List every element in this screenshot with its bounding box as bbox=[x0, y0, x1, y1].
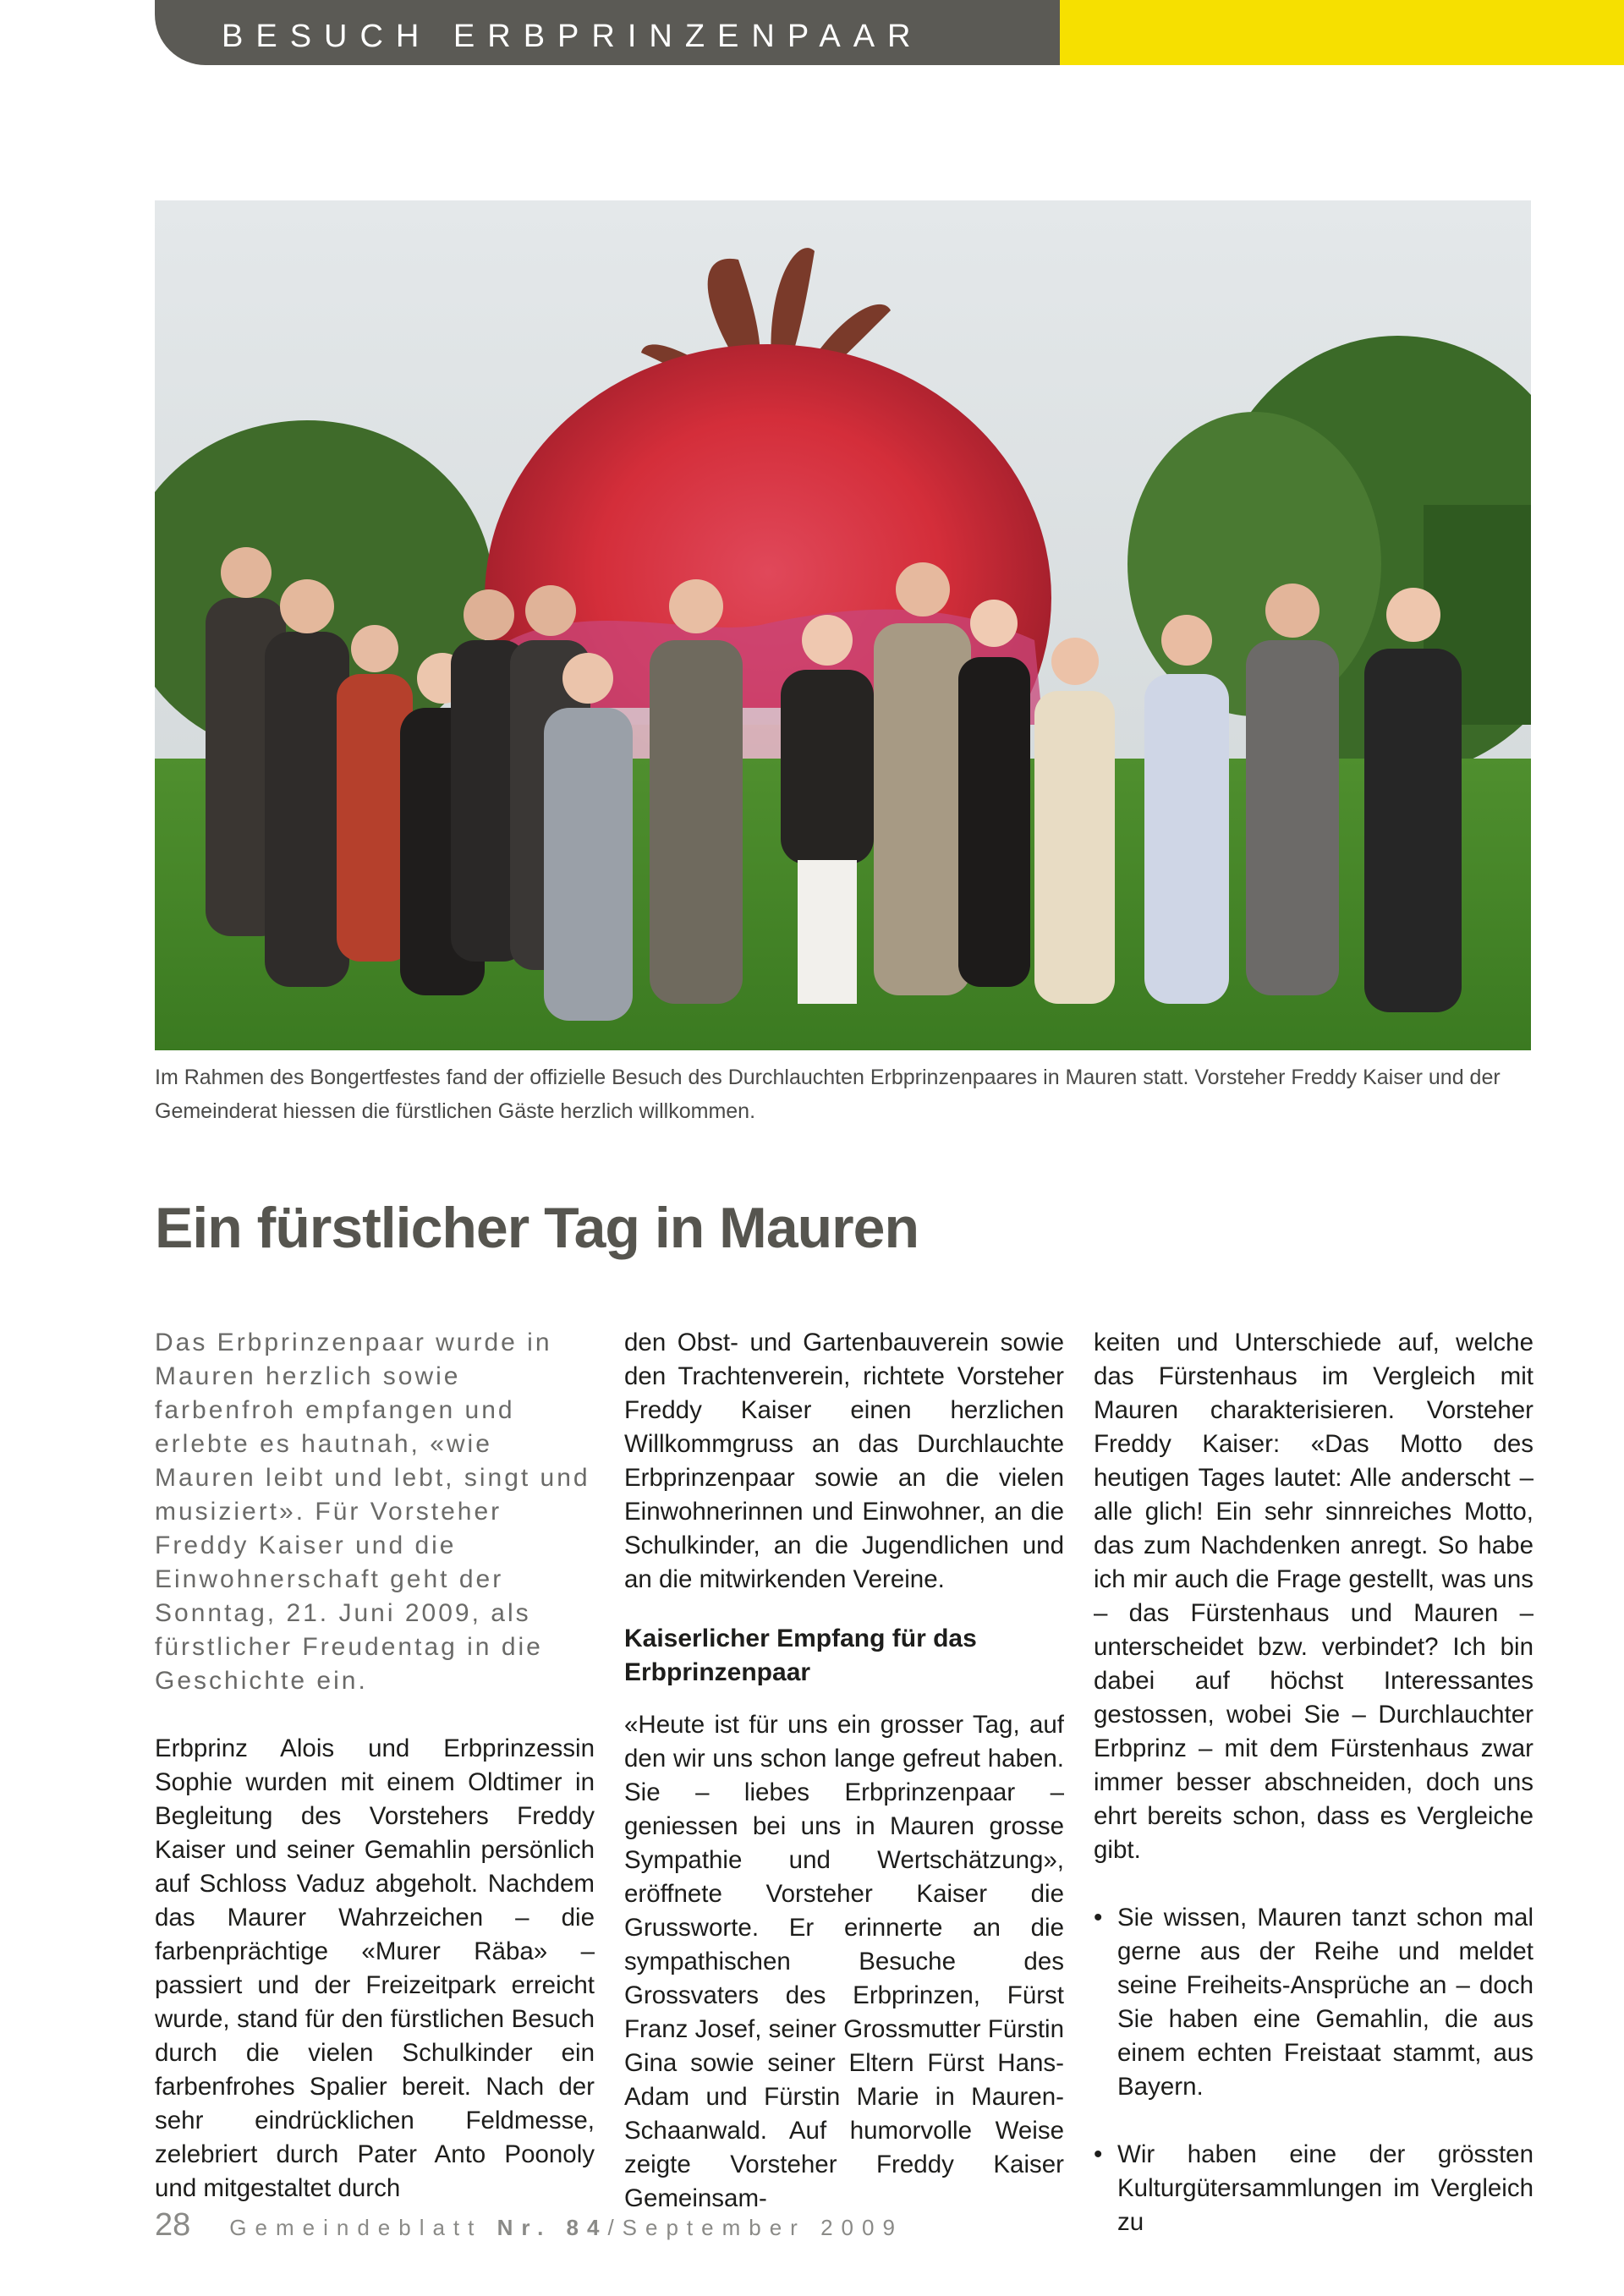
article-column-3 bbox=[1094, 1326, 1533, 2273]
bullet-icon: • bbox=[1094, 2140, 1103, 2168]
article-paragraph: den Obst- und Gartenbauverein sowie den Trachtenverein, richtete Vorsteher Freddy Kaiser einen herzlichen Willkommgruss an das Durchlauchte Erbprinzenpaar sowie an die vielen Einwohnerinnen und Einwohner, an die Schulkinder, an die Jugendlichen und an die mitwirkenden Vereine. bbox=[624, 1329, 1064, 1593]
headline-bold: Ein fürstlicher Tag bbox=[155, 1196, 639, 1260]
page-footer bbox=[155, 2207, 903, 2244]
article-column-1 bbox=[155, 1326, 595, 2206]
issue-number: Nr. 84 bbox=[497, 2215, 608, 2240]
article-subheading: Kaiserlicher Empfang für das Erbprinzenpaar bbox=[624, 1625, 977, 1686]
page-number: 28 bbox=[155, 2207, 191, 2243]
group-photo-illustration bbox=[155, 200, 1531, 1050]
article-lead: Das Erbprinzenpaar wurde in Mauren herzlich sowie farbenfroh empfangen und erlebte es hautnah, «wie Mauren leibt und lebt, singt und musiziert». Für Vorsteher Freddy Kaiser und die Einwohnerschaft geht der Sonntag, 21. Juni 2009, als fürstlicher Freudentag in die Geschichte ein. bbox=[155, 1329, 590, 1695]
bullet-icon: • bbox=[1094, 1904, 1103, 1932]
article-paragraph: Erbprinz Alois und Erbprinzessin Sophie wurden mit einem Oldtimer in Begleitung des Vorstehers Freddy Kaiser und seiner Gemahlin persönlich auf Schloss Vaduz abgeholt. Nachdem das Maurer Wahrzeichen – die farbenprächtige «Murer Räba» – passiert und der Freizeitpark erreicht wurde, stand für den fürstlichen Besuch durch die vielen Schulkinder ein farbenfrohes Spalier bereit. Nach der sehr eindrücklichen Feldmesse, zelebriert durch Pater Anto Poonoly und mitgestaltet durch bbox=[155, 1734, 595, 2202]
bullet-list bbox=[1094, 1901, 1533, 2239]
bullet-item: • Sie wissen, Mauren tanzt schon mal gerne aus der Reihe und meldet seine Freiheits-Ansprüche an – doch Sie haben eine Gemahlin, die aus einem echten Freistaat stammt, aus Bayern. bbox=[1094, 1901, 1533, 2104]
bullet-item: • Wir haben eine der grössten Kulturgütersammlungen im Vergleich zu bbox=[1094, 2138, 1533, 2239]
article-paragraph: «Heute ist für uns ein grosser Tag, auf den wir uns schon lange gefreut haben. Sie – liebes Erbprinzenpaar – geniessen bei uns in Mauren grosse Sympathie und Wertschätzung», eröffnete Vorsteher Kaiser die Grussworte. Er erinnerte an die sympathischen Besuche des Grossvaters des Erbprinzen, Fürst Franz Josef, seiner Grossmutter Fürstin Gina sowie seiner Eltern Fürst Hans-Adam und Fürstin Marie in Mauren-Schaanwald. Auf humorvolle Weise zeigte Vorsteher Freddy Kaiser Gemeinsam- bbox=[624, 1711, 1064, 2212]
article-headline bbox=[155, 1195, 919, 1261]
issue-date: /September 2009 bbox=[607, 2215, 903, 2240]
article-paragraph: keiten und Unterschiede auf, welche das Fürstenhaus im Vergleich mit Mauren charakterisieren. Vorsteher Freddy Kaiser: «Das Motto des heutigen Tages lautet: Alle anderscht – alle glich! Ein sehr sinnreiches Motto, das zum Nachdenken anregt. So habe ich mir auch die Frage gestellt, was uns – das Fürstenhaus und Mauren – unterscheidet bzw. verbindet? Ich bin dabei auf höchst Interessantes gestossen, wobei Sie – Durchlauchter Erbprinz – mit dem Fürstenhaus zwar immer besser abschneiden, doch uns ehrt bereits schon, dass es Vergleiche gibt. bbox=[1094, 1329, 1533, 1864]
article-column-2 bbox=[624, 1326, 1064, 2216]
magazine-name: Gemeindeblatt Nr. 84/September 2009 bbox=[229, 2215, 903, 2240]
photo-caption: Im Rahmen des Bongertfestes fand der offizielle Besuch des Durchlauchten Erbprinzenpaares in Mauren statt. Vorsteher Freddy Kaiser und der Gemeinderat hiessen die fürstlichen Gäste herzlich willkommen. bbox=[155, 1066, 1501, 1123]
section-title: BESUCH ERBPRINZENPAAR bbox=[222, 19, 924, 54]
headline-regular: in Mauren bbox=[639, 1196, 919, 1260]
group-photo bbox=[155, 200, 1531, 1050]
section-header-accent bbox=[1060, 0, 1624, 65]
